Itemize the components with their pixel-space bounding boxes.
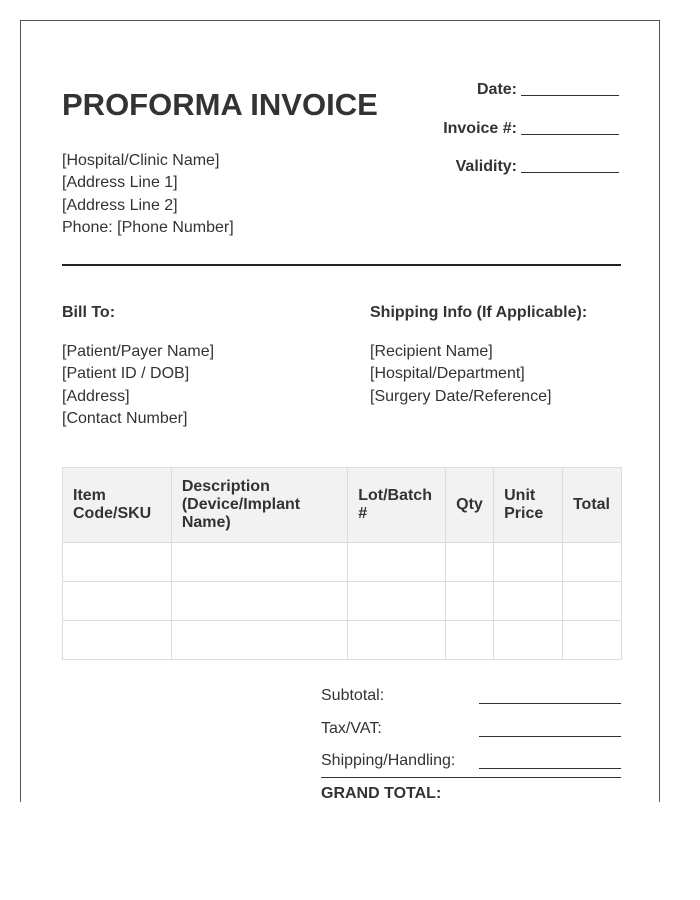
meta-validity-label: Validity: — [455, 158, 517, 175]
shipping-line: [Surgery Date/Reference] — [370, 387, 552, 405]
table-cell[interactable] — [562, 582, 621, 621]
meta-date-label: Date: — [476, 81, 517, 98]
column-header-total: Total — [562, 468, 621, 543]
table-row — [63, 582, 622, 621]
meta-invoice-number-row — [443, 116, 619, 138]
table-row — [63, 621, 622, 660]
table-cell[interactable] — [63, 621, 172, 660]
shipping-line: [Recipient Name] — [370, 343, 493, 360]
tax-label: Tax/VAT: — [321, 719, 382, 737]
table-cell[interactable] — [562, 543, 621, 582]
table-cell[interactable] — [446, 621, 494, 660]
shipping-title: Shipping Info (If Applicable): — [370, 304, 588, 321]
bill-to-line: [Address] — [62, 387, 130, 405]
table-cell[interactable] — [171, 543, 347, 582]
meta-date-blank[interactable] — [521, 95, 619, 96]
meta-invoice-number-label: Invoice #: — [443, 119, 517, 137]
table-cell[interactable] — [171, 621, 347, 660]
tax-row — [321, 716, 621, 738]
table-row — [63, 543, 622, 582]
tax-blank[interactable] — [479, 736, 621, 737]
invoice-page — [20, 20, 660, 802]
shipping-line: [Hospital/Department] — [370, 365, 525, 383]
header-divider — [62, 264, 621, 266]
bill-to-line: [Contact Number] — [62, 409, 188, 427]
table-cell[interactable] — [348, 543, 446, 582]
table-cell[interactable] — [494, 543, 563, 582]
shipping-handling-label: Shipping/Handling: — [321, 752, 456, 769]
totals-block — [321, 683, 621, 802]
table-cell[interactable] — [348, 621, 446, 660]
table-cell[interactable] — [63, 582, 172, 621]
table-cell[interactable] — [348, 582, 446, 621]
table-cell[interactable] — [171, 582, 347, 621]
sender-name: [Hospital/Clinic Name] — [62, 152, 220, 169]
meta-validity-row — [443, 154, 619, 176]
shipping-block — [370, 302, 587, 408]
bill-to-block — [62, 302, 214, 430]
bill-to-line: [Patient/Payer Name] — [62, 343, 215, 360]
table-cell[interactable] — [63, 543, 172, 582]
meta-date-row — [443, 77, 619, 99]
invoice-meta — [443, 77, 619, 193]
table-cell[interactable] — [446, 543, 494, 582]
column-header-item-code: Item Code/SKU — [63, 468, 172, 543]
shipping-handling-blank[interactable] — [479, 768, 621, 769]
subtotal-blank[interactable] — [479, 703, 621, 704]
meta-invoice-number-blank[interactable] — [521, 134, 619, 135]
sender-block — [62, 150, 234, 239]
column-header-unit-price: Unit Price — [494, 468, 563, 543]
column-header-lot-batch: Lot/Batch # — [348, 468, 446, 543]
table-cell[interactable] — [446, 582, 494, 621]
sender-address-line-1: [Address Line 1] — [62, 174, 178, 192]
sender-phone: Phone: [Phone Number] — [62, 218, 234, 236]
table-cell[interactable] — [494, 621, 563, 660]
table-cell[interactable] — [562, 621, 621, 660]
subtotal-row — [321, 683, 621, 705]
sender-address-line-2: [Address Line 2] — [62, 196, 178, 214]
shipping-handling-row — [321, 748, 621, 770]
items-table — [62, 467, 622, 660]
table-header-row — [63, 468, 622, 543]
column-header-description: Description (Device/Implant Name) — [171, 468, 347, 543]
subtotal-label: Subtotal: — [321, 687, 385, 704]
meta-validity-blank[interactable] — [521, 172, 619, 173]
invoice-title: PROFORMA INVOICE — [62, 87, 378, 122]
bill-to-line: [Patient ID / DOB] — [62, 365, 190, 383]
bill-to-title: Bill To: — [62, 304, 116, 321]
grand-total-label: GRAND TOTAL: — [321, 777, 621, 803]
column-header-qty: Qty — [446, 468, 494, 543]
table-cell[interactable] — [494, 582, 563, 621]
